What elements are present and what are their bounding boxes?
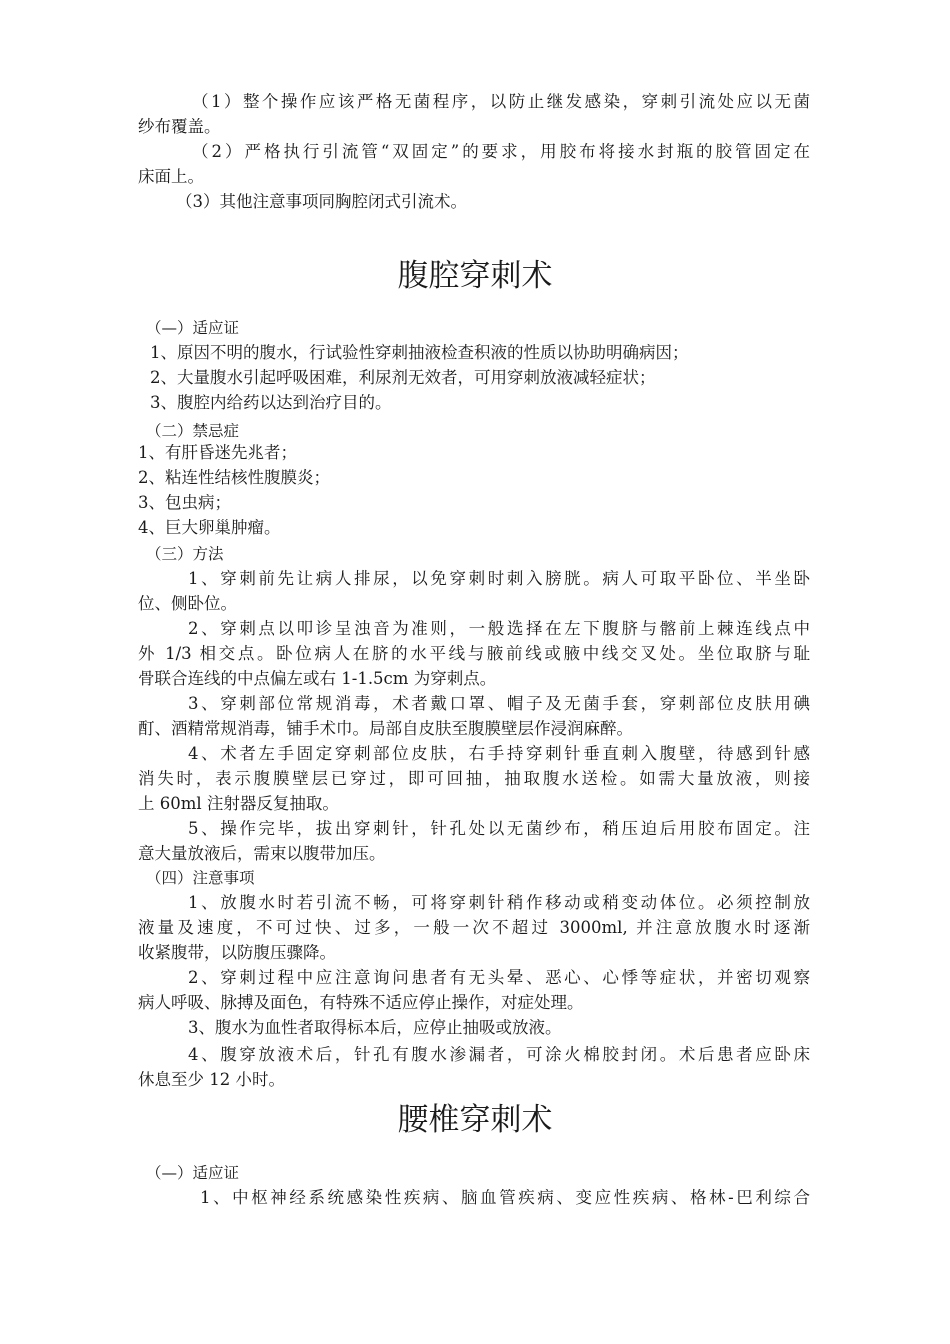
method-step-5-line: 5、操作完毕，拔出穿刺针，针孔处以无菌纱布，稍压迫后用胶布固定。注 — [188, 819, 810, 838]
contraindication-item: 3、包虫病； — [138, 493, 231, 512]
precaution-2-line: 病人呼吸、脉搏及面色，有特殊不适应停止操作，对症处理。 — [138, 993, 584, 1012]
section-title-lumbar-puncture: 腰椎穿刺术 — [397, 1102, 553, 1138]
section-title-abdominal-paracentesis: 腹腔穿刺术 — [397, 258, 553, 294]
intro-line-2: 纱布覆盖。 — [138, 117, 221, 136]
method-step-3-line: 酊、酒精常规消毒，铺手术巾。局部自皮肤至腹膜壁层作浸润麻醉。 — [138, 719, 633, 738]
contraindication-item: 4、巨大卵巢肿瘤。 — [138, 518, 281, 537]
method-step-4-line: 消失时，表示腹膜壁层已穿过，即可回抽，抽取腹水送检。如需大量放液，则接 — [138, 769, 810, 788]
precaution-1-line: 收紧腹带，以防腹压骤降。 — [138, 943, 336, 962]
method-step-5-line: 意大量放液后，需束以腹带加压。 — [138, 844, 386, 863]
method-step-2-line: 骨联合连线的中点偏左或右 1-1.5cm 为穿刺点。 — [138, 669, 497, 688]
method-step-3-line: 3、穿刺部位常规消毒，术者戴口罩、帽子及无菌手套，穿刺部位皮肤用碘 — [188, 694, 810, 713]
precaution-4-line: 休息至少 12 小时。 — [138, 1070, 285, 1089]
precaution-3-line: 3、腹水为血性者取得标本后，应停止抽吸或放液。 — [188, 1018, 562, 1037]
indication-item: 3、腹腔内给药以达到治疗目的。 — [150, 393, 392, 412]
intro-line-5: （3）其他注意事项同胸腔闭式引流术。 — [176, 192, 467, 211]
section-heading-method: （三）方法 — [146, 545, 224, 563]
indication-item: 1、原因不明的腹水，行试验性穿刺抽液检查积液的性质以协助明确病因； — [150, 343, 689, 362]
method-step-2-line: 外 1/3 相交点。卧位病人在脐的水平线与腋前线或腋中线交叉处。坐位取脐与耻 — [138, 644, 810, 663]
method-step-4-line: 4、术者左手固定穿刺部位皮肤，右手持穿刺针垂直刺入腹壁，待感到针感 — [188, 744, 810, 763]
indication-item: 1、中枢神经系统感染性疾病、脑血管疾病、变应性疾病、格林-巴利综合 — [200, 1188, 810, 1207]
method-step-1-line: 位、侧卧位。 — [138, 594, 237, 613]
section-heading-indications-2: （—）适应证 — [146, 1164, 240, 1182]
indication-item: 2、大量腹水引起呼吸困难，利尿剂无效者，可用穿刺放液减轻症状； — [150, 368, 656, 387]
section-heading-contraindications: （二）禁忌症 — [146, 422, 240, 440]
intro-line-3: （2）严格执行引流管“双固定”的要求，用胶布将接水封瓶的胶管固定在 — [192, 142, 810, 161]
precaution-4-line: 4、腹穿放液术后，针孔有腹水渗漏者，可涂火棉胶封闭。术后患者应卧床 — [188, 1045, 810, 1064]
precaution-2-line: 2、穿刺过程中应注意询问患者有无头晕、恶心、心悸等症状，并密切观察 — [188, 968, 810, 987]
intro-line-4: 床面上。 — [138, 167, 204, 186]
section-heading-indications: （—）适应证 — [146, 319, 240, 337]
precaution-1-line: 液量及速度，不可过快、过多，一般一次不超过 3000ml, 并注意放腹水时逐渐 — [138, 918, 810, 937]
method-step-4-line: 上 60ml 注射器反复抽取。 — [138, 794, 339, 813]
method-step-1-line: 1、穿刺前先让病人排尿，以免穿刺时刺入膀胱。病人可取平卧位、半坐卧 — [188, 569, 810, 588]
intro-line-1: （1）整个操作应该严格无菌程序，以防止继发感染，穿刺引流处应以无菌 — [192, 92, 810, 111]
section-heading-precautions: （四）注意事项 — [146, 869, 255, 887]
contraindication-item: 1、有肝昏迷先兆者； — [138, 443, 297, 462]
precaution-1-line: 1、放腹水时若引流不畅，可将穿刺针稍作移动或稍变动体位。必须控制放 — [188, 893, 810, 912]
contraindication-item: 2、粘连性结核性腹膜炎； — [138, 468, 330, 487]
method-step-2-line: 2、穿刺点以叩诊呈浊音为准则，一般选择在左下腹脐与髂前上棘连线点中 — [188, 619, 810, 638]
